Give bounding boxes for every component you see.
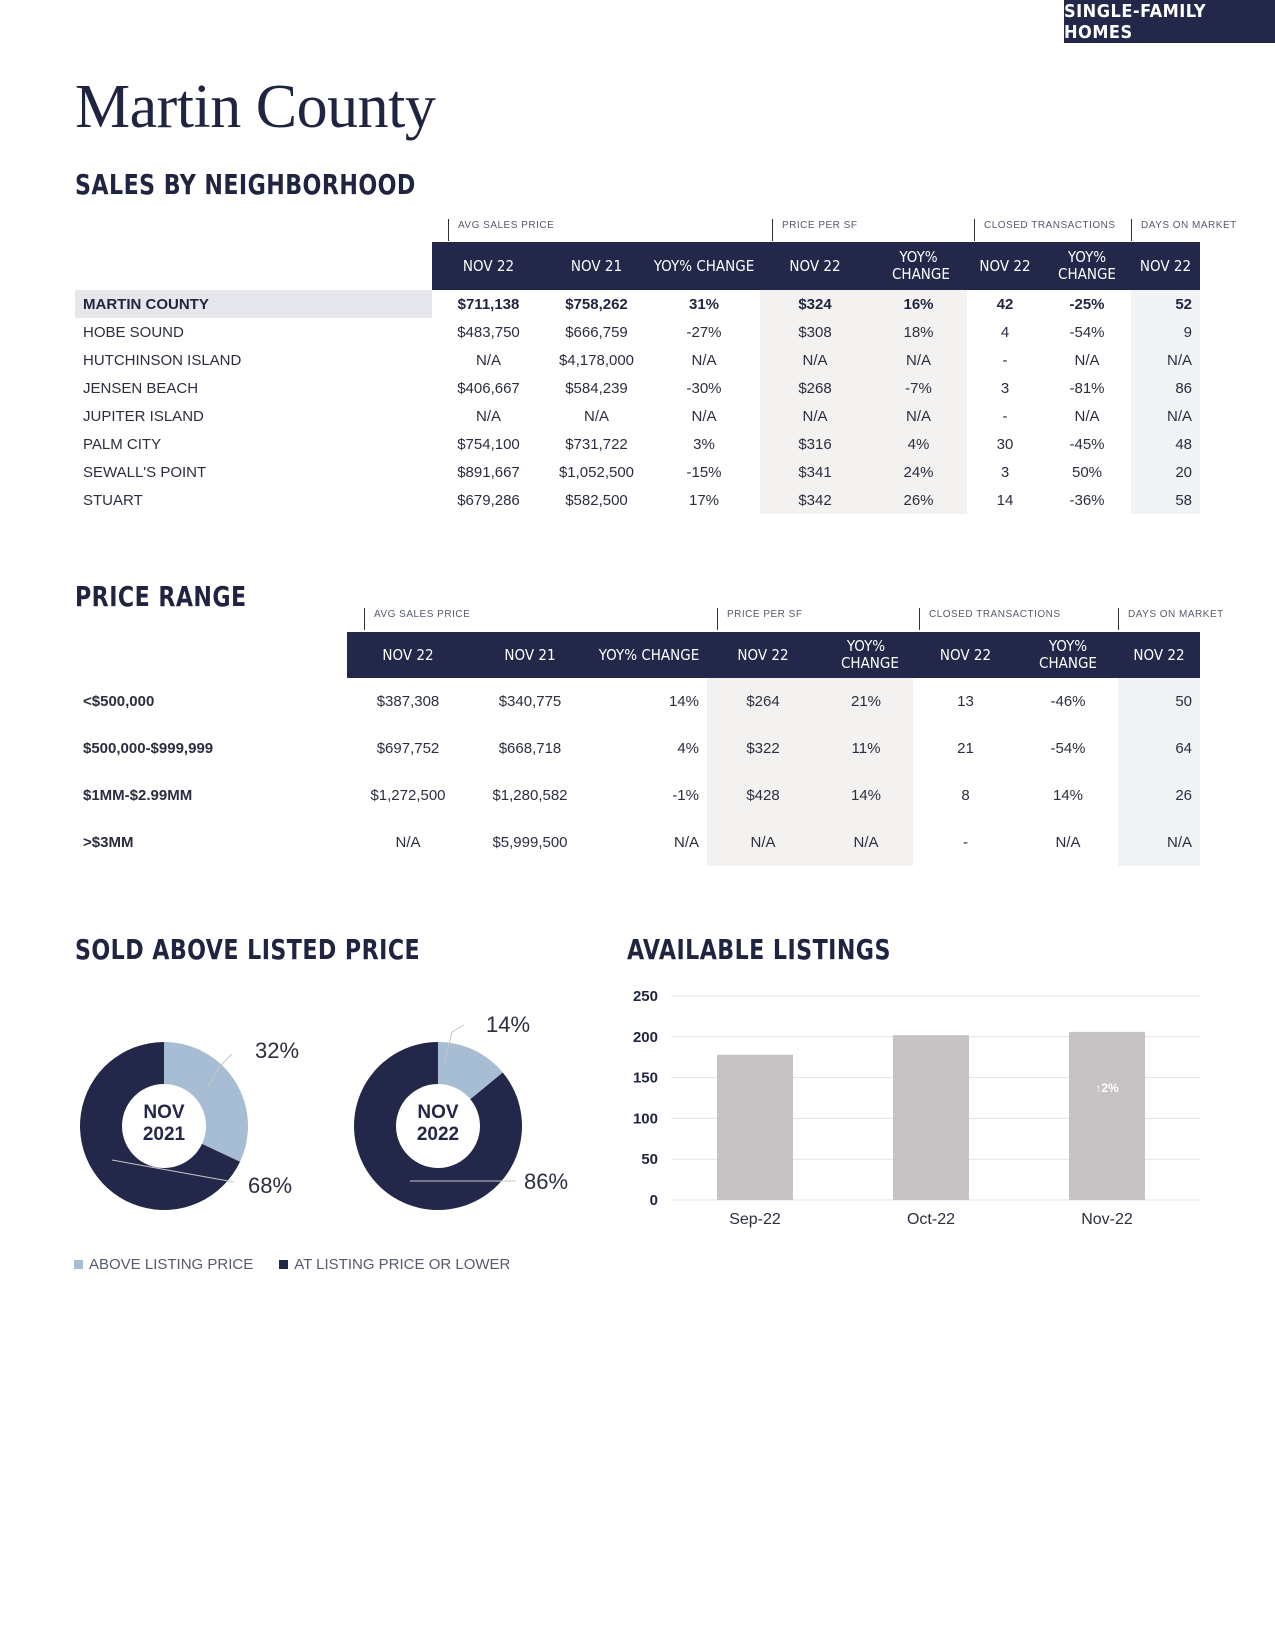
table-cell: 52 <box>1131 290 1200 318</box>
table-row <box>75 458 1200 486</box>
x-tick-label: Oct-22 <box>906 1211 956 1228</box>
table-cell: 26% <box>870 486 967 514</box>
col-header: YOY% CHANGE <box>870 242 967 290</box>
legend-item-above <box>74 1256 253 1273</box>
table-cell: $342 <box>760 486 870 514</box>
table-cell: $406,667 <box>457 379 520 397</box>
table-cell: -15% <box>686 463 722 481</box>
table-cell: 14 <box>996 491 1014 509</box>
table-cell: 24% <box>870 458 967 486</box>
col-header: NOV 22 <box>913 632 1018 678</box>
table-cell: 50% <box>1071 463 1103 481</box>
table-cell: -54% <box>1050 740 1086 757</box>
col-header: NOV 22 <box>347 632 469 678</box>
table-cell: $1,272,500 <box>370 787 446 804</box>
donut-center-label: 2022 <box>416 1124 460 1145</box>
table-cell: 3 <box>1000 379 1010 397</box>
price-range-heading: PRICE RANGE <box>75 580 247 613</box>
table-cell: $324 <box>760 290 870 318</box>
row-name: $500,000-$999,999 <box>83 740 214 757</box>
table-cell: 48 <box>1131 430 1200 458</box>
table-row <box>75 318 1200 346</box>
x-tick-label: Nov-22 <box>1081 1211 1133 1228</box>
table-cell: $891,667 <box>457 463 520 481</box>
group-label: CLOSED TRANSACTIONS <box>974 219 1116 241</box>
table-row <box>75 772 1200 819</box>
col-header: NOV 22 <box>760 242 870 290</box>
legend-swatch <box>74 1260 83 1269</box>
bar-annotation: ↑2% <box>1095 1080 1119 1095</box>
donut-legend <box>74 1256 510 1273</box>
table-cell: N/A <box>819 819 913 866</box>
col-header: NOV 22 <box>1118 632 1200 678</box>
table-cell: $679,286 <box>457 491 520 509</box>
y-tick-label: 250 <box>632 988 658 1005</box>
table-cell: -30% <box>686 379 722 397</box>
group-label: DAYS ON MARKET <box>1118 608 1224 630</box>
y-tick-label: 200 <box>632 1028 658 1046</box>
table-cell: 64 <box>1118 725 1200 772</box>
table-cell: -54% <box>1069 323 1105 341</box>
group-label: PRICE PER SF <box>717 608 802 630</box>
listings-heading: AVAILABLE LISTINGS <box>627 933 891 966</box>
table-cell: $428 <box>707 772 819 819</box>
below-pct-label: 68% <box>248 1173 293 1198</box>
col-header: NOV 22 <box>967 242 1043 290</box>
table-cell: 4% <box>870 430 967 458</box>
listings-bar-chart <box>620 980 1210 1230</box>
bar-nov-22 <box>1069 1032 1145 1200</box>
donut-center-label: 2021 <box>142 1124 186 1145</box>
table-row <box>75 402 1200 430</box>
table-cell: 9 <box>1131 318 1200 346</box>
y-tick-label: 50 <box>641 1151 658 1169</box>
table-cell: 42 <box>996 295 1014 313</box>
table-cell: -7% <box>870 374 967 402</box>
table-cell: - <box>1002 407 1008 425</box>
table-cell: - <box>1002 351 1008 369</box>
table-cell: 21% <box>819 678 913 725</box>
legend-label: AT LISTING PRICE OR LOWER <box>294 1256 511 1273</box>
table-cell: $731,722 <box>565 435 628 453</box>
table-cell: 58 <box>1131 486 1200 514</box>
table-cell: N/A <box>1055 834 1081 851</box>
table-cell: 31% <box>688 295 720 313</box>
table-row <box>75 430 1200 458</box>
table-cell: $4,178,000 <box>558 351 635 369</box>
table-cell: N/A <box>1131 402 1200 430</box>
table-cell: 21 <box>957 740 974 757</box>
table-cell: $340,775 <box>498 693 562 710</box>
table-cell: $668,718 <box>498 740 562 757</box>
col-header: YOY% CHANGE <box>1043 242 1131 290</box>
table-cell: N/A <box>707 819 819 866</box>
table-cell: 26 <box>1118 772 1200 819</box>
donut-nov-2022 <box>340 1000 580 1220</box>
table-cell: 20 <box>1131 458 1200 486</box>
table-row <box>75 678 1200 725</box>
table-cell: 86 <box>1131 374 1200 402</box>
row-name: HUTCHINSON ISLAND <box>83 351 242 369</box>
row-name: $1MM-$2.99MM <box>83 787 193 804</box>
table-cell: $666,759 <box>565 323 628 341</box>
table-cell: 3 <box>1000 463 1010 481</box>
page-title: Martin County <box>75 73 436 141</box>
above-pct-label: 32% <box>255 1038 300 1063</box>
table-cell: N/A <box>1074 407 1100 425</box>
table-cell: $1,280,582 <box>492 787 568 804</box>
row-name: MARTIN COUNTY <box>75 290 432 318</box>
table-cell: 4 <box>1000 323 1010 341</box>
table-cell: $483,750 <box>457 323 520 341</box>
y-tick-label: 100 <box>632 1110 658 1128</box>
donut-center-label: NOV <box>417 1102 459 1123</box>
table-cell: N/A <box>395 834 421 851</box>
table-cell: N/A <box>691 407 717 425</box>
table-cell: $264 <box>707 678 819 725</box>
group-label: AVG SALES PRICE <box>364 608 470 630</box>
table-cell: N/A <box>870 402 967 430</box>
table-cell: N/A <box>1131 346 1200 374</box>
table-cell: $758,262 <box>565 295 628 313</box>
col-header: NOV 21 <box>469 632 591 678</box>
donut-center-label: NOV <box>143 1102 185 1123</box>
x-tick-label: Sep-22 <box>729 1211 781 1228</box>
y-tick-label: 150 <box>632 1069 658 1087</box>
neighborhood-heading: SALES BY NEIGHBORHOOD <box>75 168 416 201</box>
table-cell: N/A <box>475 351 501 369</box>
row-name: >$3MM <box>83 834 134 851</box>
table-cell: 3% <box>693 435 715 453</box>
table-row <box>75 819 1200 866</box>
row-name: JENSEN BEACH <box>83 379 199 397</box>
table-cell: 14% <box>668 693 699 710</box>
table-cell: $1,052,500 <box>558 463 635 481</box>
table-cell: - <box>963 834 968 851</box>
table-cell: N/A <box>1074 351 1100 369</box>
table-row <box>75 290 1200 318</box>
table-cell: 17% <box>688 491 720 509</box>
table-cell: 18% <box>870 318 967 346</box>
neighborhood-table <box>75 242 1200 514</box>
table-cell: -36% <box>1069 491 1105 509</box>
table-cell: $5,999,500 <box>492 834 568 851</box>
category-tag: SINGLE-FAMILY HOMES <box>1064 0 1275 43</box>
bar-sep-22 <box>717 1055 793 1200</box>
row-name: HOBE SOUND <box>83 323 184 341</box>
col-header: YOY% CHANGE <box>819 632 913 678</box>
table-cell: N/A <box>870 346 967 374</box>
table-cell: $387,308 <box>376 693 440 710</box>
table-cell: $268 <box>760 374 870 402</box>
table-cell: 16% <box>870 290 967 318</box>
row-name: JUPITER ISLAND <box>83 407 204 425</box>
table-cell: 13 <box>957 693 974 710</box>
col-header: YOY% CHANGE <box>1018 632 1118 678</box>
col-header: NOV 22 <box>707 632 819 678</box>
y-tick-label: 0 <box>649 1192 658 1209</box>
sold-above-heading: SOLD ABOVE LISTED PRICE <box>75 933 421 966</box>
group-label: PRICE PER SF <box>772 219 857 241</box>
legend-swatch <box>279 1260 288 1269</box>
table-cell: 50 <box>1118 678 1200 725</box>
table-cell: -46% <box>1050 693 1086 710</box>
table-row <box>75 486 1200 514</box>
col-header: YOY% CHANGE <box>591 632 707 678</box>
table-header-row <box>75 632 1200 678</box>
below-pct-label: 86% <box>524 1169 569 1194</box>
legend-item-below <box>279 1256 510 1273</box>
table-cell: -1% <box>672 787 699 804</box>
legend-label: ABOVE LISTING PRICE <box>89 1256 254 1273</box>
table-cell: $711,138 <box>457 295 520 313</box>
col-header: NOV 22 <box>432 242 545 290</box>
table-row <box>75 725 1200 772</box>
col-header: NOV 21 <box>545 242 648 290</box>
table-cell: 8 <box>961 787 970 804</box>
table-cell: N/A <box>760 402 870 430</box>
table-cell: $697,752 <box>376 740 440 757</box>
group-label: CLOSED TRANSACTIONS <box>919 608 1061 630</box>
table-cell: 11% <box>819 725 913 772</box>
table-cell: N/A <box>1118 819 1200 866</box>
table-cell: N/A <box>583 407 609 425</box>
table-cell: $754,100 <box>457 435 520 453</box>
table-cell: -81% <box>1069 379 1105 397</box>
price-range-table <box>75 632 1200 866</box>
group-label: AVG SALES PRICE <box>448 219 554 241</box>
group-label: DAYS ON MARKET <box>1131 219 1237 241</box>
table-cell: N/A <box>691 351 717 369</box>
row-name: PALM CITY <box>83 435 162 453</box>
header-blank <box>75 242 432 290</box>
col-header: NOV 22 <box>1131 242 1200 290</box>
table-cell: N/A <box>475 407 501 425</box>
table-cell: 14% <box>1052 787 1084 804</box>
table-cell: $322 <box>707 725 819 772</box>
row-name: STUART <box>83 491 143 509</box>
row-name: SEWALL'S POINT <box>83 463 207 481</box>
table-cell: 14% <box>819 772 913 819</box>
table-row <box>75 374 1200 402</box>
table-row <box>75 346 1200 374</box>
col-header: YOY% CHANGE <box>648 242 760 290</box>
table-cell: $341 <box>760 458 870 486</box>
table-cell: $316 <box>760 430 870 458</box>
table-cell: -27% <box>686 323 722 341</box>
table-header-row <box>75 242 1200 290</box>
table-cell: -25% <box>1069 295 1105 313</box>
table-cell: 4% <box>677 740 699 757</box>
above-pct-label: 14% <box>486 1012 531 1037</box>
table-cell: N/A <box>673 834 699 851</box>
table-cell: -45% <box>1069 435 1105 453</box>
row-name: <$500,000 <box>83 693 155 710</box>
table-cell: $582,500 <box>565 491 628 509</box>
header-blank <box>75 632 347 678</box>
table-cell: $308 <box>760 318 870 346</box>
table-cell: N/A <box>760 346 870 374</box>
table-cell: 30 <box>996 435 1014 453</box>
bar-oct-22 <box>893 1035 969 1200</box>
table-cell: $584,239 <box>565 379 628 397</box>
donut-nov-2021 <box>70 1000 350 1220</box>
